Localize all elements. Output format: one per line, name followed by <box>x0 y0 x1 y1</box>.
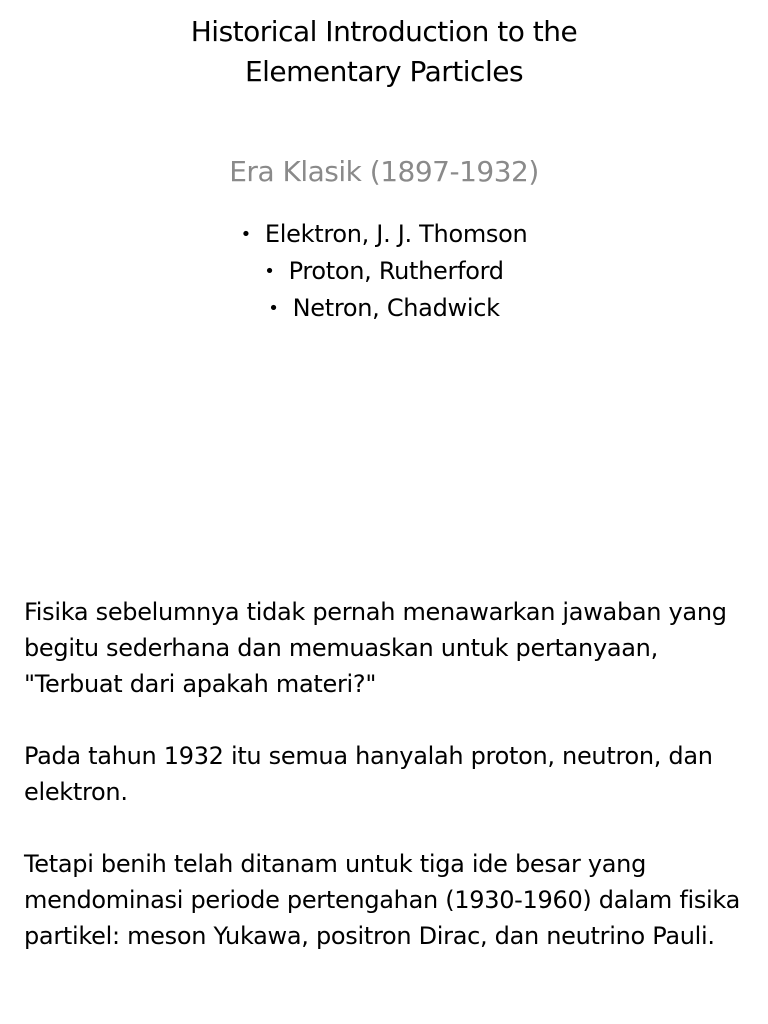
list-item <box>0 253 768 290</box>
paragraph: Pada tahun 1932 itu semua hanyalah proton, neutron, dan elektron. <box>24 742 713 806</box>
paragraph: Fisika sebelumnya tidak pernah menawarkan jawaban yang begitu sederhana dan memuaskan untuk pertanyaan, "Terbuat dari apakah materi?" <box>24 598 727 698</box>
title-line-2: Elementary Particles <box>244 55 524 88</box>
list-item-text: Elektron, J. J. Thomson <box>264 220 528 248</box>
bullet-icon: • <box>240 224 251 245</box>
list-item-text: Proton, Rutherford <box>288 257 504 285</box>
list-item-text: Netron, Chadwick <box>292 294 500 322</box>
paragraph: Tetapi benih telah ditanam untuk tiga ide besar yang mendominasi periode pertengahan (1930-1960) dalam fisika partikel: meson Yukawa, positron Dirac, dan neutrino Pauli. <box>24 850 741 950</box>
bullet-icon: • <box>268 298 279 319</box>
title-line-1: Historical Introduction to the <box>190 15 578 48</box>
list-item <box>0 216 768 253</box>
particle-list <box>0 216 768 327</box>
bullet-icon: • <box>264 261 275 282</box>
section-subtitle: Era Klasik (1897-1932) <box>229 155 539 188</box>
page-title <box>0 12 768 92</box>
list-item <box>0 290 768 327</box>
notes-body <box>24 594 754 990</box>
